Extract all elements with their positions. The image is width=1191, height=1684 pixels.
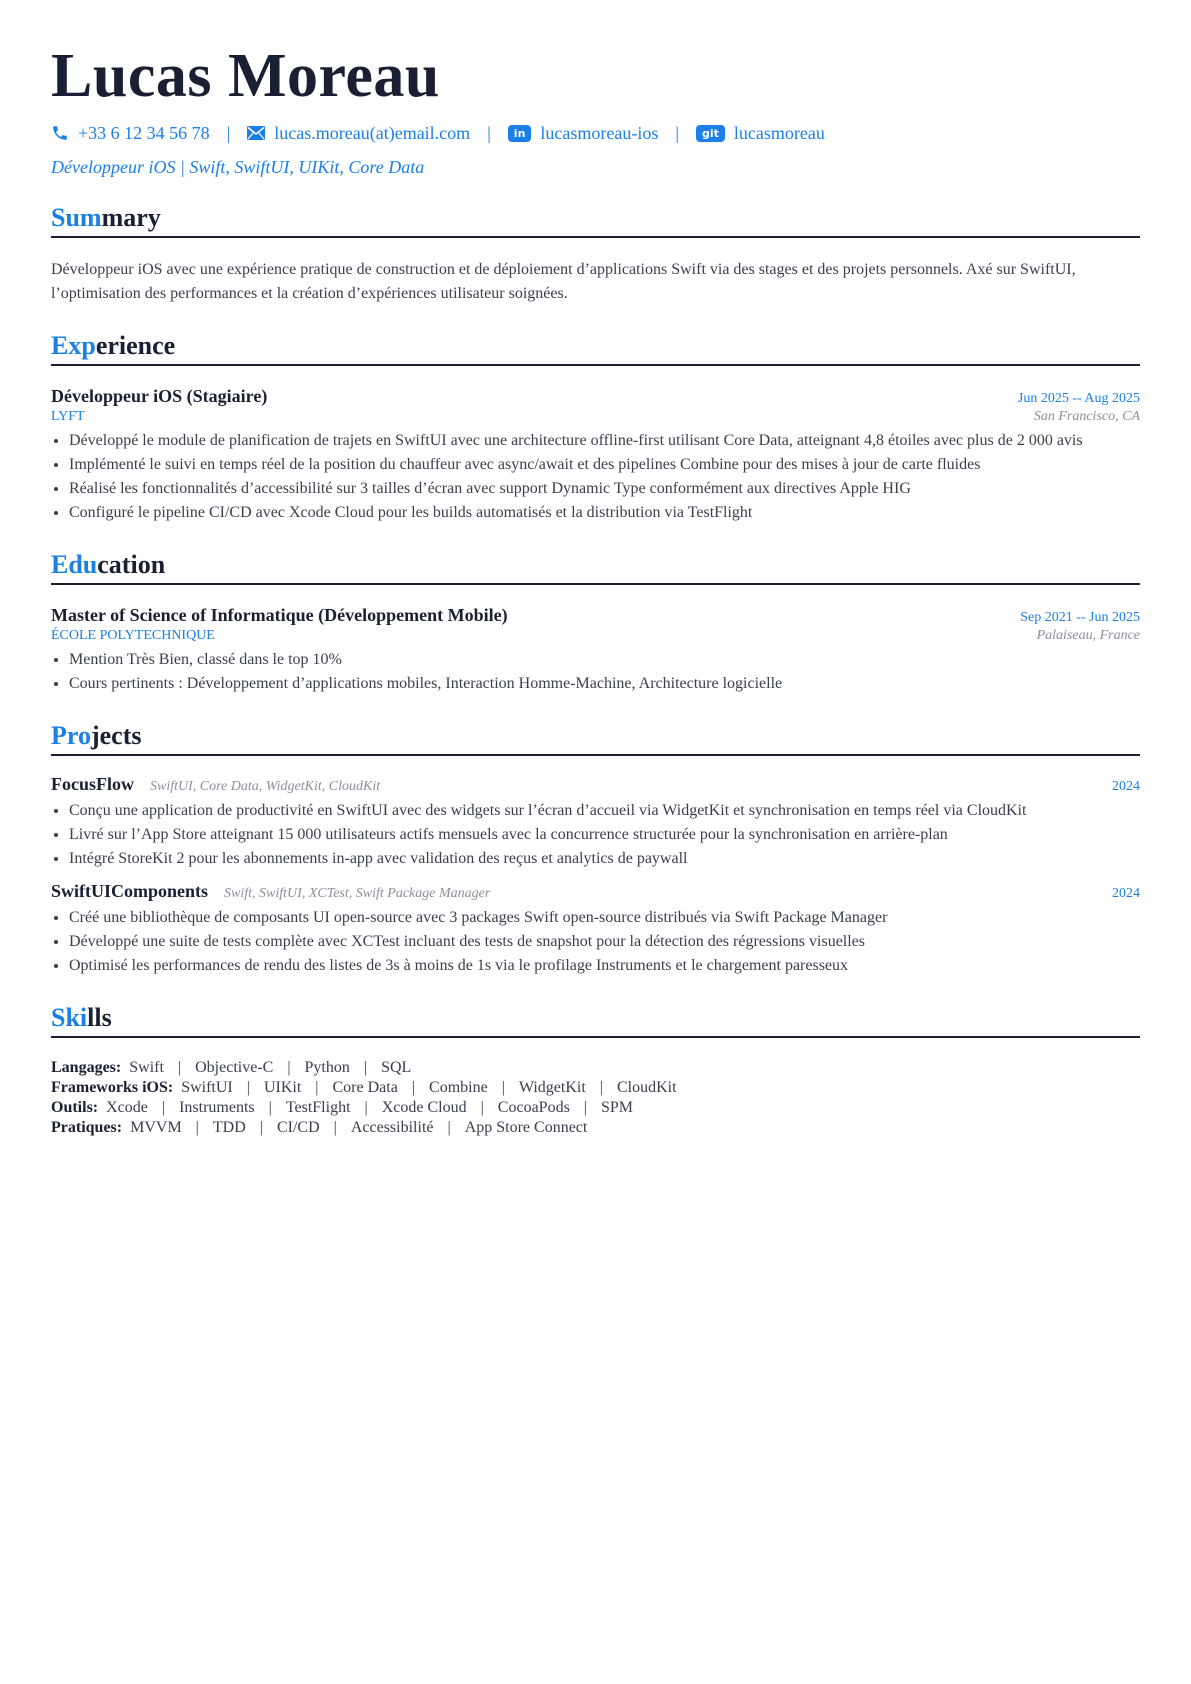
phone-icon bbox=[51, 124, 69, 142]
school-location: Palaiseau, France bbox=[1036, 628, 1140, 643]
project-entry bbox=[51, 774, 1140, 871]
job-location: San Francisco, CA bbox=[1033, 409, 1140, 424]
list-item: • Conçu une application de productivité en SwiftUI avec des widgets sur l’écran d’accueil via WidgetKit et synchronisation en temps réel via CloudKit bbox=[69, 799, 1140, 823]
github-text: lucasmoreau bbox=[733, 122, 825, 143]
bullet-list bbox=[51, 799, 1140, 871]
list-item: • Configuré le pipeline CI/CD avec Xcode Cloud pour les builds automatisés et la distribution via TestFlight bbox=[69, 501, 1140, 525]
experience-entry bbox=[51, 386, 1140, 525]
project-tech: Swift, SwiftUI, XCTest, Swift Package Manager bbox=[224, 886, 491, 901]
skill-item: SwiftUI bbox=[181, 1079, 233, 1096]
contact-separator: | bbox=[226, 122, 231, 143]
skill-category: Frameworks iOS: bbox=[51, 1079, 174, 1096]
section-title-skills bbox=[51, 1002, 1140, 1038]
education-entry bbox=[51, 605, 1140, 696]
entry-subheader bbox=[51, 407, 1140, 425]
skill-category: Langages: bbox=[51, 1059, 122, 1076]
section-title-accent: Sum bbox=[51, 203, 102, 232]
summary-section bbox=[51, 202, 1140, 306]
skill-item: | CloudKit bbox=[586, 1078, 677, 1098]
project-tech: SwiftUI, Core Data, WidgetKit, CloudKit bbox=[150, 779, 381, 794]
email-text: lucas.moreau(at)email.com bbox=[274, 122, 471, 143]
section-title-accent: Edu bbox=[51, 550, 98, 579]
section-title-accent: Ski bbox=[51, 1003, 88, 1032]
section-title-accent: Pro bbox=[51, 721, 91, 750]
skill-item: | Xcode Cloud bbox=[351, 1098, 467, 1118]
skill-item: | WidgetKit bbox=[488, 1078, 586, 1098]
skill-item: | TDD bbox=[182, 1118, 246, 1138]
skill-row-frameworks bbox=[51, 1078, 1140, 1098]
skill-item: | CocoaPods bbox=[467, 1098, 570, 1118]
list-item: • Optimisé les performances de rendu des listes de 3s à moins de 1s via le profilage Instruments et le chargement paresseux bbox=[69, 954, 1140, 978]
skill-item: Swift bbox=[129, 1059, 164, 1076]
entry-header bbox=[51, 605, 1140, 626]
bullet-list bbox=[51, 648, 1140, 696]
tagline: Développeur iOS | Swift, SwiftUI, UIKit, Core Data bbox=[51, 157, 425, 177]
skill-item: | Combine bbox=[398, 1078, 488, 1098]
section-title-experience bbox=[51, 330, 1140, 366]
skill-item: | Instruments bbox=[148, 1098, 255, 1118]
section-title-projects bbox=[51, 720, 1140, 756]
contact-linkedin[interactable] bbox=[508, 123, 659, 144]
linkedin-icon: in bbox=[508, 125, 532, 142]
experience-section bbox=[51, 330, 1140, 525]
list-item: • Développé une suite de tests complète avec XCTest incluant des tests de snapshot pour la détection des régressions visuelles bbox=[69, 930, 1140, 954]
bullet-list bbox=[51, 429, 1140, 525]
skill-item: | TestFlight bbox=[255, 1098, 351, 1118]
skills-list bbox=[51, 1058, 1140, 1138]
project-year: 2024 bbox=[1112, 779, 1140, 794]
education-dates: Sep 2021 -- Jun 2025 bbox=[1020, 610, 1140, 625]
github-icon: git bbox=[696, 125, 725, 142]
candidate-name bbox=[51, 38, 1140, 114]
projects-section bbox=[51, 720, 1140, 978]
skill-item: | CI/CD bbox=[246, 1118, 320, 1138]
job-title: Développeur iOS (Stagiaire) bbox=[51, 386, 268, 406]
skill-item: | Core Data bbox=[301, 1078, 398, 1098]
contact-bar bbox=[51, 120, 1140, 146]
section-title-rest: jects bbox=[90, 721, 142, 750]
mail-icon bbox=[247, 126, 265, 140]
section-title-summary bbox=[51, 202, 1140, 238]
project-name: FocusFlow bbox=[51, 774, 134, 794]
project-name: SwiftUIComponents bbox=[51, 881, 209, 901]
skill-item: | UIKit bbox=[233, 1078, 302, 1098]
phone-text: +33 6 12 34 56 78 bbox=[78, 122, 210, 143]
school-name: ÉCOLE POLYTECHNIQUE bbox=[51, 628, 215, 643]
section-title-rest: erience bbox=[95, 331, 176, 360]
skill-category: Pratiques: bbox=[51, 1119, 123, 1136]
skill-row-tools bbox=[51, 1098, 1140, 1118]
list-item: • Implémenté le suivi en temps réel de la position du chauffeur avec async/await et des pipelines Combine pour des mises à jour de carte fluides bbox=[69, 453, 1140, 477]
bullet-list bbox=[51, 906, 1140, 978]
entry-header bbox=[51, 881, 1140, 902]
skill-item: | Objective-C bbox=[164, 1058, 273, 1078]
entry-header bbox=[51, 774, 1140, 795]
list-item: • Réalisé les fonctionnalités d’accessibilité sur 3 tailles d’écran avec support Dynamic Type conformément aux directives Apple HIG bbox=[69, 477, 1140, 501]
section-title-rest: mary bbox=[101, 203, 161, 232]
project-title-row bbox=[51, 774, 380, 795]
contact-separator: | bbox=[675, 122, 679, 143]
skill-item: | Accessibilité bbox=[320, 1118, 434, 1138]
entry-header bbox=[51, 386, 1140, 407]
entry-subheader bbox=[51, 626, 1140, 644]
contact-github[interactable] bbox=[696, 123, 825, 144]
skill-item: | Python bbox=[273, 1058, 350, 1078]
skill-item: | App Store Connect bbox=[433, 1118, 587, 1138]
section-title-rest: lls bbox=[87, 1003, 112, 1032]
linkedin-text: lucasmoreau-ios bbox=[540, 122, 659, 143]
list-item: • Intégré StoreKit 2 pour les abonnements in-app avec validation des reçus et analytics de paywall bbox=[69, 847, 1140, 871]
skill-item: | SQL bbox=[350, 1058, 411, 1078]
job-dates: Jun 2025 -- Aug 2025 bbox=[1017, 391, 1140, 406]
section-title-rest: cation bbox=[97, 550, 166, 579]
contact-separator: | bbox=[487, 122, 491, 143]
skill-item: Xcode bbox=[106, 1099, 148, 1116]
list-item: • Développé le module de planification de trajets en SwiftUI avec une architecture offline-first utilisant Core Data, atteignant 4,8 étoiles avec plus de 2 000 avis bbox=[69, 429, 1140, 453]
project-entry bbox=[51, 881, 1140, 978]
degree-title: Master of Science of Informatique (Développement Mobile) bbox=[51, 605, 508, 625]
list-item: • Mention Très Bien, classé dans le top 10% bbox=[69, 648, 1140, 672]
skill-item: MVVM bbox=[130, 1119, 182, 1136]
skill-row-languages bbox=[51, 1058, 1140, 1078]
skill-row-practices bbox=[51, 1118, 1140, 1138]
last-name: Moreau bbox=[227, 42, 440, 110]
contact-email[interactable] bbox=[247, 123, 470, 144]
list-item: • Créé une bibliothèque de composants UI open-source avec 3 packages Swift open-source distribués via Swift Package Manager bbox=[69, 906, 1140, 930]
project-year: 2024 bbox=[1112, 886, 1140, 901]
company-name: LYFT bbox=[51, 409, 85, 424]
list-item: • Livré sur l’App Store atteignant 15 000 utilisateurs actifs mensuels avec la concurrence structurée pour la synchronisation en arrière-plan bbox=[69, 823, 1140, 847]
list-item: • Cours pertinents : Développement d’applications mobiles, Interaction Homme-Machine, Architecture logicielle bbox=[69, 672, 1140, 696]
contact-phone[interactable] bbox=[51, 123, 210, 144]
summary-text: Développeur iOS avec une expérience pratique de construction et de déploiement d’applications Swift via des stages et des projets personnels. Axé sur SwiftUI, l’optimisation des performances et la création d’expériences utilisateur soignées. bbox=[51, 261, 1076, 302]
skill-category: Outils: bbox=[51, 1099, 99, 1116]
skill-item: | SPM bbox=[570, 1098, 633, 1118]
education-section bbox=[51, 549, 1140, 696]
project-title-row bbox=[51, 881, 490, 902]
section-title-education bbox=[51, 549, 1140, 585]
skills-section bbox=[51, 1002, 1140, 1138]
first-name: Lucas bbox=[51, 42, 212, 110]
section-title-accent: Exp bbox=[51, 331, 96, 360]
